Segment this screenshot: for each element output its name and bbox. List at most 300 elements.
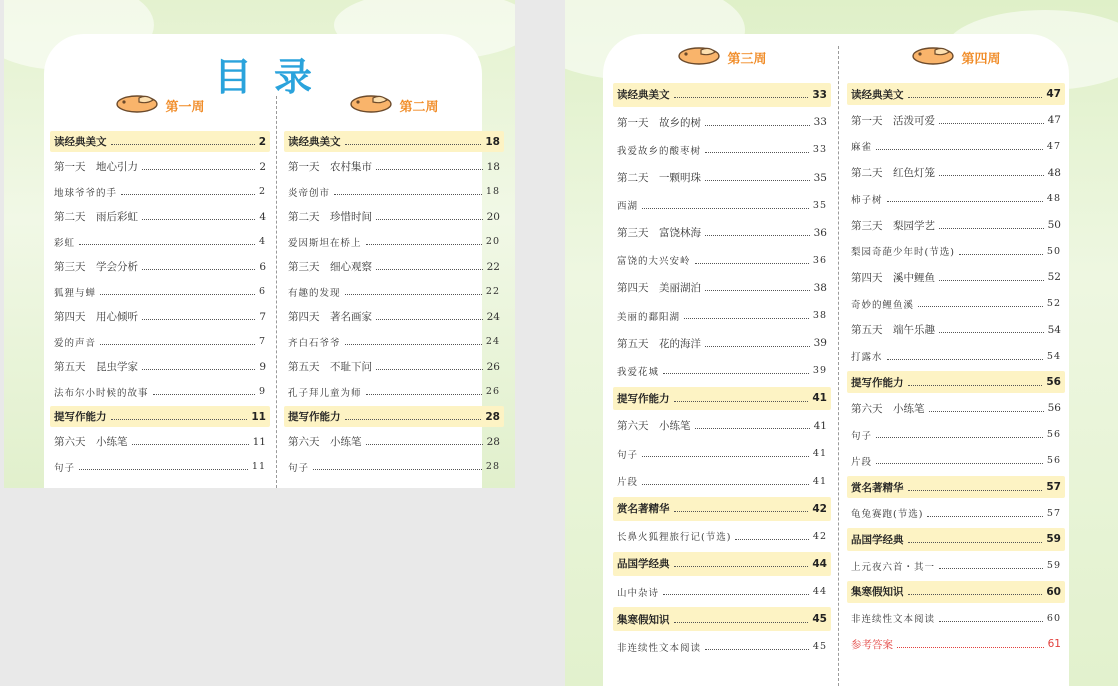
dot-leader xyxy=(927,516,1042,517)
dot-leader xyxy=(908,594,1043,595)
entry-title: 第四天 著名画家 xyxy=(288,311,372,323)
page-number: 4 xyxy=(259,210,266,223)
dot-leader xyxy=(142,269,255,270)
toc-entry[interactable] xyxy=(851,554,1061,578)
toc-entry[interactable] xyxy=(54,205,266,228)
entry-title: 句子 xyxy=(288,462,310,474)
entry-title: 片段 xyxy=(617,477,639,489)
entry-title: 有趣的发现 xyxy=(288,287,341,299)
page-number: 9 xyxy=(259,360,266,373)
page-number: 36 xyxy=(812,254,827,266)
entry-title: 第二天 红色灯笼 xyxy=(851,167,935,180)
entry-title: 提写作能力 xyxy=(54,411,107,423)
column-divider xyxy=(276,96,277,488)
dot-leader xyxy=(959,254,1043,255)
toc-entry[interactable] xyxy=(617,524,827,550)
page-number: 24 xyxy=(485,336,500,347)
page-number: 39 xyxy=(813,337,827,350)
toc-section-entry[interactable] xyxy=(617,606,827,632)
dot-leader xyxy=(674,511,809,512)
fish-icon xyxy=(115,92,161,118)
page-number: 50 xyxy=(1046,245,1061,257)
dot-leader xyxy=(908,97,1043,98)
page-number: 41 xyxy=(813,419,827,432)
toc-entry[interactable] xyxy=(851,161,1061,185)
dot-leader xyxy=(939,228,1044,229)
toc-section-entry[interactable] xyxy=(851,475,1061,499)
dot-leader xyxy=(939,175,1044,176)
page-number: 6 xyxy=(259,260,266,273)
dot-leader xyxy=(939,332,1044,333)
toc-entry[interactable] xyxy=(851,423,1061,447)
toc-entry[interactable] xyxy=(851,606,1061,630)
page-number: 45 xyxy=(812,613,827,626)
toc-entry[interactable] xyxy=(851,134,1061,158)
entry-title: 第五天 端午乐趣 xyxy=(851,324,935,337)
dot-leader xyxy=(705,235,810,236)
page-number: 4 xyxy=(258,236,266,247)
dot-leader xyxy=(939,280,1044,281)
entry-title: 读经典美文 xyxy=(617,89,670,102)
page-number: 60 xyxy=(1046,585,1061,598)
page-number: 59 xyxy=(1046,560,1061,572)
page-number: 52 xyxy=(1047,271,1061,284)
page-number: 57 xyxy=(1046,481,1061,494)
toc-entry[interactable] xyxy=(288,255,500,278)
toc-entry[interactable] xyxy=(851,449,1061,473)
dot-leader xyxy=(939,123,1044,124)
entry-title: 第五天 不耻下问 xyxy=(288,361,372,373)
page-number: 41 xyxy=(812,392,827,405)
toc-answer-entry[interactable] xyxy=(851,632,1061,656)
dot-leader xyxy=(100,344,255,345)
dot-leader xyxy=(918,306,1043,307)
entry-title: 炎帝创市 xyxy=(288,187,331,199)
entry-title: 地球爷爷的手 xyxy=(54,187,118,199)
page-number: 38 xyxy=(812,310,827,322)
page-number: 33 xyxy=(812,88,827,101)
toc-entry[interactable] xyxy=(54,280,266,303)
page-number: 6 xyxy=(258,286,266,297)
toc-entry[interactable] xyxy=(617,330,827,356)
toc-card xyxy=(603,34,1069,686)
entry-title: 第三天 细心观察 xyxy=(288,261,372,273)
dot-leader xyxy=(695,428,810,429)
page-number: 36 xyxy=(813,226,827,239)
dot-leader xyxy=(684,318,809,319)
dot-leader xyxy=(376,319,483,320)
entry-title: 西湖 xyxy=(617,201,639,213)
entry-title: 第一天 农村集市 xyxy=(288,161,372,173)
entry-title: 提写作能力 xyxy=(851,376,904,389)
toc-entry[interactable] xyxy=(617,248,827,274)
toc-section-entry[interactable] xyxy=(617,82,827,108)
page-number: 24 xyxy=(486,310,500,323)
week-label: 第三周 xyxy=(727,51,767,67)
toc-entry[interactable] xyxy=(617,634,827,660)
entry-title: 句子 xyxy=(54,462,76,474)
entry-title: 龟兔赛跑(节选) xyxy=(851,509,924,521)
dot-leader xyxy=(705,125,810,126)
page-number: 2 xyxy=(258,186,266,197)
toc-entry[interactable] xyxy=(851,265,1061,289)
dot-leader xyxy=(705,180,810,181)
page-number: 28 xyxy=(485,461,500,472)
dot-leader xyxy=(939,568,1043,569)
dot-leader xyxy=(939,621,1043,622)
dot-leader xyxy=(674,401,809,402)
dot-leader xyxy=(376,269,483,270)
dot-leader xyxy=(674,566,809,567)
entry-title: 第六天 小练笔 xyxy=(851,402,925,415)
entry-title: 句子 xyxy=(851,430,873,442)
toc-entry[interactable] xyxy=(617,137,827,163)
week-header xyxy=(54,92,266,118)
page-number: 56 xyxy=(1046,376,1061,389)
toc-entry[interactable] xyxy=(288,455,500,478)
dot-leader xyxy=(345,419,482,420)
dot-leader xyxy=(345,294,482,295)
toc-entry[interactable] xyxy=(288,355,500,378)
page-number: 20 xyxy=(485,236,500,247)
entry-title: 参考答案 xyxy=(851,638,893,651)
dot-leader xyxy=(142,369,255,370)
dot-leader xyxy=(929,411,1044,412)
dot-leader xyxy=(663,594,809,595)
dot-leader xyxy=(366,244,482,245)
dot-leader xyxy=(642,484,809,485)
page-number: 33 xyxy=(812,144,827,156)
entry-title: 齐白石爷爷 xyxy=(288,337,341,349)
entry-title: 打露水 xyxy=(851,352,883,364)
week-column xyxy=(54,92,266,474)
entry-title: 提写作能力 xyxy=(288,411,341,423)
toc-entry[interactable] xyxy=(851,213,1061,237)
dot-leader xyxy=(908,542,1043,543)
page-number: 28 xyxy=(485,410,500,423)
entry-title: 片段 xyxy=(851,456,873,468)
toc-page-right xyxy=(565,0,1118,686)
week-column xyxy=(288,92,500,474)
dot-leader xyxy=(345,144,482,145)
entry-title: 长鼻火狐狸旅行记(节选) xyxy=(617,532,732,544)
week-header xyxy=(851,44,1061,70)
toc-section-entry[interactable] xyxy=(617,551,827,577)
dot-leader xyxy=(695,263,809,264)
toc-section-entry[interactable] xyxy=(288,130,500,153)
dot-leader xyxy=(100,294,255,295)
entry-title: 狐狸与蝉 xyxy=(54,287,97,299)
page-number: 18 xyxy=(485,186,500,197)
dot-leader xyxy=(366,394,482,395)
page-number: 47 xyxy=(1046,140,1061,152)
toc-entry[interactable] xyxy=(617,220,827,246)
page-number: 7 xyxy=(259,310,266,323)
dot-leader xyxy=(735,539,808,540)
page-number: 11 xyxy=(251,461,266,472)
page-number: 60 xyxy=(1046,612,1061,624)
dot-leader xyxy=(897,647,1044,648)
entry-title: 美丽的鄱阳湖 xyxy=(617,311,681,323)
entry-title: 品国学经典 xyxy=(851,533,904,546)
toc-entry[interactable] xyxy=(288,205,500,228)
toc-page-left xyxy=(4,0,515,488)
entry-title: 赏名著精华 xyxy=(851,481,904,494)
toc-section-entry[interactable] xyxy=(288,405,500,428)
entry-title: 第六天 小练笔 xyxy=(617,420,691,433)
dot-leader xyxy=(642,456,809,457)
entry-title: 孔子拜儿童为师 xyxy=(288,387,362,399)
toc-entry[interactable] xyxy=(288,280,500,303)
entry-title: 爱的声音 xyxy=(54,337,97,349)
dot-leader xyxy=(663,373,809,374)
page-number: 11 xyxy=(252,435,266,448)
toc-section-entry[interactable] xyxy=(851,82,1061,106)
page-number: 42 xyxy=(812,530,827,542)
toc-entry[interactable] xyxy=(617,192,827,218)
toc-entry[interactable] xyxy=(851,344,1061,368)
entry-title: 第四天 用心倾听 xyxy=(54,311,138,323)
page-number: 47 xyxy=(1046,88,1061,101)
toc-entry[interactable] xyxy=(54,230,266,253)
entry-title: 山中杂诗 xyxy=(617,587,660,599)
entry-title: 我爱故乡的酸枣树 xyxy=(617,145,702,157)
toc-entry[interactable] xyxy=(617,303,827,329)
page-number: 33 xyxy=(813,116,827,129)
entry-title: 品国学经典 xyxy=(617,558,670,571)
toc-entry[interactable] xyxy=(54,355,266,378)
entry-title: 第五天 昆虫学家 xyxy=(54,361,138,373)
toc-entry[interactable] xyxy=(617,358,827,384)
page-number: 18 xyxy=(485,135,500,148)
dot-leader xyxy=(79,469,248,470)
toc-section-entry[interactable] xyxy=(54,405,266,428)
toc-entry[interactable] xyxy=(851,187,1061,211)
toc-entry[interactable] xyxy=(54,155,266,178)
entry-title: 我爱花城 xyxy=(617,366,660,378)
entry-title: 第五天 花的海洋 xyxy=(617,337,701,350)
dot-leader xyxy=(705,290,810,291)
dot-leader xyxy=(142,219,255,220)
dot-leader xyxy=(345,344,482,345)
page-number: 59 xyxy=(1046,533,1061,546)
entry-title: 梨园奇葩少年时(节选) xyxy=(851,247,955,259)
page-number: 44 xyxy=(812,586,827,598)
dot-leader xyxy=(111,419,248,420)
dot-leader xyxy=(642,208,809,209)
entry-title: 读经典美文 xyxy=(288,136,341,148)
toc-entry[interactable] xyxy=(54,330,266,353)
dot-leader xyxy=(705,152,809,153)
toc-entry[interactable] xyxy=(54,305,266,328)
entry-title: 提写作能力 xyxy=(617,392,670,405)
dot-leader xyxy=(705,346,810,347)
dot-leader xyxy=(376,369,483,370)
dot-leader xyxy=(313,469,482,470)
toc-entry[interactable] xyxy=(54,180,266,203)
entry-title: 彩虹 xyxy=(54,237,76,249)
toc-section-entry[interactable] xyxy=(851,527,1061,551)
dot-leader xyxy=(142,169,255,170)
fish-icon xyxy=(911,44,957,70)
week-column xyxy=(617,44,827,654)
toc-entry[interactable] xyxy=(288,180,500,203)
dot-leader xyxy=(376,219,483,220)
entry-title: 第二天 珍惜时间 xyxy=(288,211,372,223)
entry-title: 法布尔小时候的故事 xyxy=(54,387,149,399)
entry-title: 集寒假知识 xyxy=(851,586,904,599)
dot-leader xyxy=(876,437,1043,438)
entry-title: 第二天 雨后彩虹 xyxy=(54,211,138,223)
page-number: 47 xyxy=(1047,114,1061,127)
page-number: 38 xyxy=(813,281,827,294)
entry-title: 第三天 学会分析 xyxy=(54,261,138,273)
page-number: 35 xyxy=(812,199,827,211)
page-number: 56 xyxy=(1046,455,1061,467)
entry-title: 第三天 梨园学艺 xyxy=(851,219,935,232)
dot-leader xyxy=(376,169,483,170)
page-number: 35 xyxy=(813,171,827,184)
page-number: 11 xyxy=(251,410,266,423)
toc-entry[interactable] xyxy=(851,318,1061,342)
toc-entry[interactable] xyxy=(54,430,266,453)
toc-entry[interactable] xyxy=(617,468,827,494)
dot-leader xyxy=(876,149,1043,150)
dot-leader xyxy=(887,201,1043,202)
toc-section-entry[interactable] xyxy=(851,370,1061,394)
dot-leader xyxy=(142,319,255,320)
entry-title: 麻雀 xyxy=(851,142,873,154)
toc-entry[interactable] xyxy=(288,155,500,178)
dot-leader xyxy=(334,194,482,195)
entry-title: 第一天 故乡的树 xyxy=(617,116,701,129)
page-number: 54 xyxy=(1046,350,1061,362)
dot-leader xyxy=(674,622,809,623)
dot-leader xyxy=(705,649,809,650)
toc-entry[interactable] xyxy=(288,430,500,453)
entry-title: 第一天 地心引力 xyxy=(54,161,138,173)
entry-title: 第六天 小练笔 xyxy=(54,436,128,448)
entry-title: 读经典美文 xyxy=(851,88,904,101)
page-title: 目录 xyxy=(213,55,334,99)
dot-leader xyxy=(674,97,809,98)
page-number: 56 xyxy=(1047,402,1061,415)
toc-entry[interactable] xyxy=(851,239,1061,263)
page-number: 28 xyxy=(486,435,500,448)
page-number: 44 xyxy=(812,557,827,570)
entry-title: 集寒假知识 xyxy=(617,613,670,626)
week-header xyxy=(617,44,827,70)
toc-entry[interactable] xyxy=(54,455,266,478)
toc-entry[interactable] xyxy=(617,275,827,301)
toc-entry[interactable] xyxy=(851,292,1061,316)
page-number: 56 xyxy=(1046,429,1061,441)
page-number: 42 xyxy=(812,502,827,515)
entry-title: 第一天 活泼可爱 xyxy=(851,114,935,127)
page-number: 41 xyxy=(812,475,827,487)
entry-title: 柿子树 xyxy=(851,194,883,206)
page-number: 52 xyxy=(1046,298,1061,310)
entry-title: 第三天 富饶林海 xyxy=(617,227,701,240)
page-number: 2 xyxy=(259,160,266,173)
toc-entry[interactable] xyxy=(851,396,1061,420)
toc-section-entry[interactable] xyxy=(617,386,827,412)
week-header xyxy=(288,92,500,118)
dot-leader xyxy=(366,444,483,445)
toc-card xyxy=(44,34,500,488)
page-number: 2 xyxy=(258,135,266,148)
entry-title: 第六天 小练笔 xyxy=(288,436,362,448)
toc-entry[interactable] xyxy=(617,413,827,439)
page-number: 39 xyxy=(812,365,827,377)
toc-section-entry[interactable] xyxy=(54,130,266,153)
page-number: 7 xyxy=(258,336,266,347)
dot-leader xyxy=(111,144,255,145)
entry-title: 上元夜六首・其一 xyxy=(851,561,936,573)
toc-entry[interactable] xyxy=(54,255,266,278)
page-number: 45 xyxy=(812,641,827,653)
dot-leader xyxy=(132,444,249,445)
page-number: 18 xyxy=(486,160,500,173)
dot-leader xyxy=(887,359,1043,360)
week-label: 第四周 xyxy=(961,51,1001,67)
toc-entry[interactable] xyxy=(288,330,500,353)
dot-leader xyxy=(121,194,255,195)
page-number: 20 xyxy=(486,210,500,223)
entry-title: 奇妙的鲤鱼溪 xyxy=(851,299,915,311)
toc-entry[interactable] xyxy=(288,380,500,403)
page-number: 48 xyxy=(1047,166,1061,179)
toc-entry[interactable] xyxy=(288,230,500,253)
page-number: 26 xyxy=(486,360,500,373)
entry-title: 赏名著精华 xyxy=(617,503,670,516)
page-number: 48 xyxy=(1046,193,1061,205)
page-number: 54 xyxy=(1047,323,1061,336)
toc-entry[interactable] xyxy=(288,305,500,328)
week-column xyxy=(851,44,1061,651)
page-number: 9 xyxy=(258,386,266,397)
dot-leader xyxy=(908,490,1043,491)
entry-title: 爱因斯坦在桥上 xyxy=(288,237,362,249)
toc-entry[interactable] xyxy=(617,579,827,605)
toc-entry[interactable] xyxy=(617,441,827,467)
page-number: 61 xyxy=(1047,638,1061,651)
entry-title: 第四天 溪中鲤鱼 xyxy=(851,271,935,284)
week-label: 第二周 xyxy=(399,99,439,115)
page-number: 22 xyxy=(486,260,500,273)
page-number: 50 xyxy=(1047,219,1061,232)
entry-title: 富饶的大兴安岭 xyxy=(617,256,691,268)
entry-title: 句子 xyxy=(617,449,639,461)
page-number: 41 xyxy=(812,448,827,460)
dot-leader xyxy=(908,385,1043,386)
toc-section-entry[interactable] xyxy=(851,580,1061,604)
entry-title: 第四天 美丽湖泊 xyxy=(617,282,701,295)
page-number: 57 xyxy=(1046,507,1061,519)
dot-leader xyxy=(79,244,255,245)
toc-entry[interactable] xyxy=(851,501,1061,525)
toc-section-entry[interactable] xyxy=(617,496,827,522)
toc-entry[interactable] xyxy=(617,110,827,136)
toc-entry[interactable] xyxy=(617,165,827,191)
toc-entry[interactable] xyxy=(54,380,266,403)
fish-icon xyxy=(677,44,723,70)
toc-entry[interactable] xyxy=(851,108,1061,132)
page-number: 22 xyxy=(485,286,500,297)
column-divider xyxy=(838,46,839,686)
page-number: 26 xyxy=(485,386,500,397)
entry-title: 读经典美文 xyxy=(54,136,107,148)
